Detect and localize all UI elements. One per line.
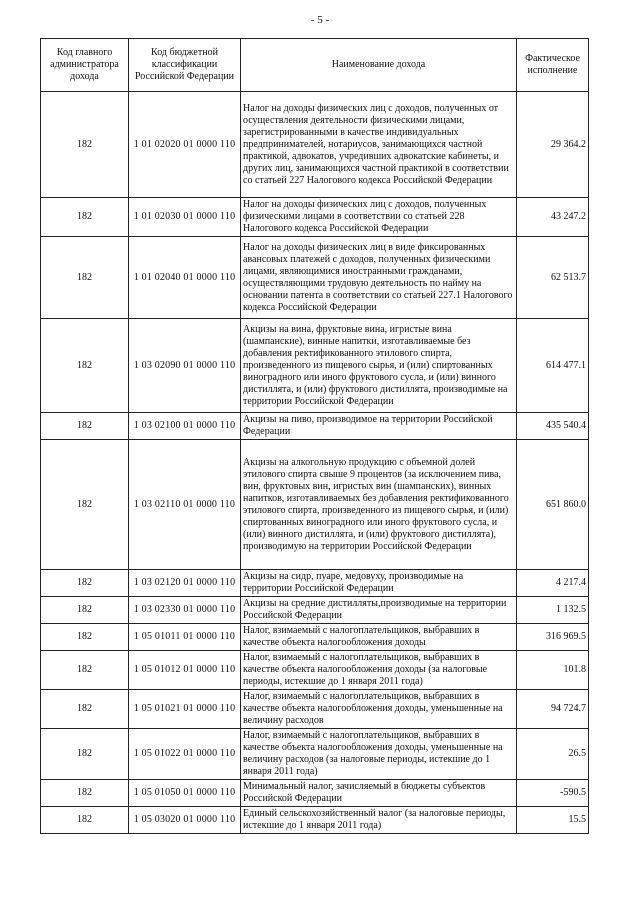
table-row [41,440,589,570]
table-header [41,39,589,92]
budget-code-cell: 1 05 01012 01 0000 110 [129,651,241,690]
actual-amount-cell: -590.5 [517,780,589,807]
income-name-cell: Налог, взимаемый с налогоплательщиков, выбравших в качестве объекта налогообложения доходы, уменьшенные на величину расходов (за налоговые периоды, истекшие до 1 января 2011 года) [241,729,517,780]
actual-amount-cell: 316 969.5 [517,624,589,651]
table-row [41,570,589,597]
actual-amount-cell: 614 477.1 [517,319,589,413]
admin-code-cell: 182 [41,651,129,690]
admin-code-cell: 182 [41,237,129,319]
table-row [41,413,589,440]
actual-amount-cell: 43 247.2 [517,198,589,237]
actual-amount-cell: 94 724.7 [517,690,589,729]
admin-code-cell: 182 [41,807,129,834]
table-row [41,319,589,413]
table-row [41,780,589,807]
budget-code-cell: 1 03 02120 01 0000 110 [129,570,241,597]
budget-code-cell: 1 01 02030 01 0000 110 [129,198,241,237]
page-number: - 5 - [310,14,330,26]
header-income-name: Наименование дохода [241,39,517,92]
header-budget-code: Код бюджетной классификации Российской Федерации [129,39,241,92]
table-row [41,690,589,729]
table-row [41,237,589,319]
income-name-cell: Налог на доходы физических лиц с доходов, полученных физическими лицами в соответствии со статьей 228 Налогового кодекса Российской Федерации [241,198,517,237]
budget-code-cell: 1 05 01011 01 0000 110 [129,624,241,651]
income-name-cell: Налог на доходы физических лиц с доходов, полученных от осуществления деятельности физическими лицами, зарегистрированными в качестве индивидуальных предпринимателей, нотариусов, занимающихся частной практикой, адвокатов, учредивших адвокатские кабинеты, и других лиц, занимающихся частной практикой в соответствии со статьей 227 Налогового кодекса Российской Федерации [241,92,517,198]
table-row [41,807,589,834]
budget-code-cell: 1 03 02330 01 0000 110 [129,597,241,624]
actual-amount-cell: 651 860.0 [517,440,589,570]
table-body [41,92,589,834]
admin-code-cell: 182 [41,440,129,570]
actual-amount-cell: 101.8 [517,651,589,690]
budget-code-cell: 1 03 02090 01 0000 110 [129,319,241,413]
admin-code-cell: 182 [41,92,129,198]
income-name-cell: Акцизы на алкогольную продукцию с объемной долей этилового спирта свыше 9 процентов (за исключением пива, вин, фруктовых вин, игристых вин (шампанских), винных напитков, изготавливаемых без добавления ректификованного этилового спирта, произведенного из пищевого сырья, и (или) спиртованных виноградного или иного фруктового сусла, и (или) винного дистиллята, и (или) фруктового дистиллята), производимую на территории Российской Федерации [241,440,517,570]
admin-code-cell: 182 [41,780,129,807]
budget-code-cell: 1 05 01021 01 0000 110 [129,690,241,729]
actual-amount-cell: 15.5 [517,807,589,834]
income-name-cell: Акцизы на средние дистилляты,производимые на территории Российской Федерации [241,597,517,624]
header-row [41,39,589,92]
admin-code-cell: 182 [41,624,129,651]
admin-code-cell: 182 [41,570,129,597]
actual-amount-cell: 1 132.5 [517,597,589,624]
income-name-cell: Акцизы на сидр, пуаре, медовуху, производимые на территории Российской Федерации [241,570,517,597]
budget-code-cell: 1 05 03020 01 0000 110 [129,807,241,834]
budget-code-cell: 1 01 02020 01 0000 110 [129,92,241,198]
budget-code-cell: 1 05 01022 01 0000 110 [129,729,241,780]
table-row [41,92,589,198]
header-actual-execution: Фактическое исполнение [517,39,589,92]
income-name-cell: Налог на доходы физических лиц в виде фиксированных авансовых платежей с доходов, полученных физическими лицами, являющимися иностранными гражданами, осуществляющими трудовую деятельность по найму на основании патента в соответствии со статьей 227.1 Налогового кодекса Российской Федерации [241,237,517,319]
table-row [41,651,589,690]
admin-code-cell: 182 [41,597,129,624]
actual-amount-cell: 435 540.4 [517,413,589,440]
income-name-cell: Налог, взимаемый с налогоплательщиков, выбравших в качестве объекта налогообложения доходы, уменьшенные на величину расходов [241,690,517,729]
header-admin-code: Код главного администратора дохода [41,39,129,92]
table-row [41,597,589,624]
table-row [41,198,589,237]
income-name-cell: Единый сельскохозяйственный налог (за налоговые периоды, истекшие до 1 января 2011 года) [241,807,517,834]
admin-code-cell: 182 [41,198,129,237]
income-name-cell: Налог, взимаемый с налогоплательщиков, выбравших в качестве объекта налогообложения доходы [241,624,517,651]
income-name-cell: Минимальный налог, зачисляемый в бюджеты субъектов Российской Федерации [241,780,517,807]
actual-amount-cell: 4 217.4 [517,570,589,597]
budget-code-cell: 1 03 02100 01 0000 110 [129,413,241,440]
budget-code-cell: 1 03 02110 01 0000 110 [129,440,241,570]
admin-code-cell: 182 [41,729,129,780]
table-row [41,624,589,651]
revenue-table [40,38,589,834]
actual-amount-cell: 62 513.7 [517,237,589,319]
budget-code-cell: 1 05 01050 01 0000 110 [129,780,241,807]
income-name-cell: Акцизы на пиво, производимое на территории Российской Федерации [241,413,517,440]
budget-code-cell: 1 01 02040 01 0000 110 [129,237,241,319]
income-name-cell: Акцизы на вина, фруктовые вина, игристые вина (шампанские), винные напитки, изготавливаемые без добавления ректификованного этилового спирта, произведенного из пищевого сырья, и (или) спиртованных виноградного или иного фруктового сусла, и (или) винного дистиллята, и (или) фруктового дистиллята, производимые на территории Российской Федерации [241,319,517,413]
actual-amount-cell: 26.5 [517,729,589,780]
table-row [41,729,589,780]
admin-code-cell: 182 [41,319,129,413]
admin-code-cell: 182 [41,690,129,729]
income-name-cell: Налог, взимаемый с налогоплательщиков, выбравших в качестве объекта налогообложения доходы (за налоговые периоды, истекшие до 1 января 2011 года) [241,651,517,690]
actual-amount-cell: 29 364.2 [517,92,589,198]
admin-code-cell: 182 [41,413,129,440]
